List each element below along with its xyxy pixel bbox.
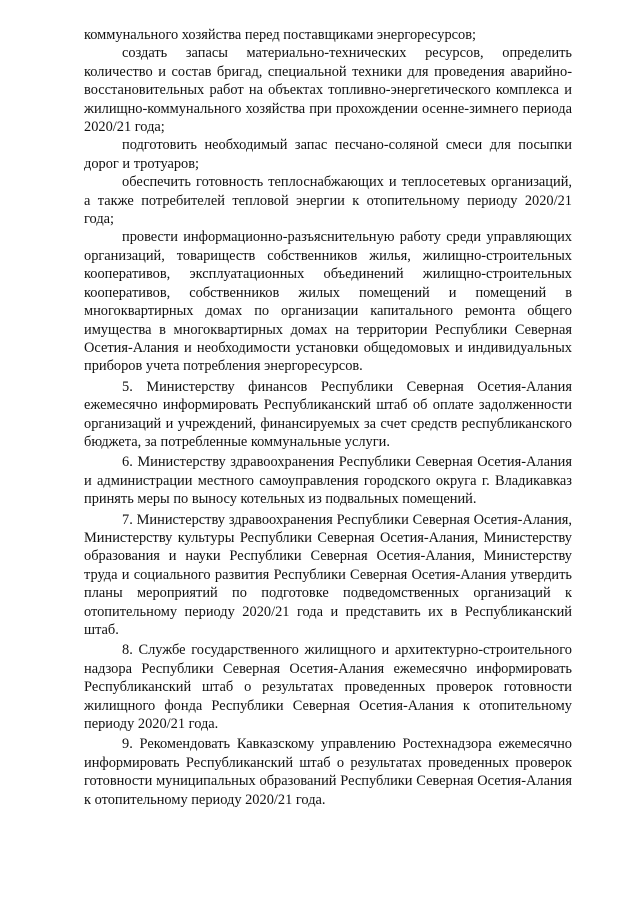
document-page [84,26,572,809]
paragraph-heat-readiness: обеспечить готовность теплоснабжающих и теплосетевых организаций, а также потребителей тепловой энергии к отопительному периоду 2020/21 года; [84,174,572,228]
paragraph-continuation: коммунального хозяйства перед поставщиками энергоресурсов; [84,27,477,43]
paragraph-item-9: 9. Рекомендовать Кавказскому управлению Ростехнадзора ежемесячно информировать Республиканский штаб о результатах проведенных проверок готовности муниципальных образований Республики Северная Осетия-Алания к отопительному периоду 2020/21 года. [84,736,572,808]
paragraph-reserves: создать запасы материально-технических ресурсов, определить количество и состав бригад, специальной техники для проведения аварийно-восстановительных работ на объектах топливно-энергетического комплекса и жилищно-коммунального хозяйства при прохождении осенне-зимнего периода 2020/21 года; [84,45,572,136]
paragraph-item-8: 8. Службе государственного жилищного и архитектурно-строительного надзора Республики Северная Осетия-Алания ежемесячно информировать Республиканский штаб о результатах проведенных проверок готовности жилищного фонда Республики Северная Осетия-Алания к отопительному периоду 2020/21 года. [84,642,572,733]
paragraph-outreach: провести информационно-разъяснительную работу среди управляющих организаций, товариществ собственников жилья, жилищно-строительных кооперативов, эксплуатационных объединений жилищно-строительных кооперативов, собственников жилых помещений и помещений в многоквартирных домах по организации капитального ремонта общего имущества в многоквартирных домах на территории Республики Северная Осетия-Алания и необходимости установки общедомовых и индивидуальных приборов учета потребления энергоресурсов. [84,229,572,375]
paragraph-item-6: 6. Министерству здравоохранения Республики Северная Осетия-Алания и администрации местного самоуправления городского округа г. Владикавказ принять меры по выносу котельных из подвальных помещений. [84,454,572,508]
paragraph-item-5: 5. Министерству финансов Республики Северная Осетия-Алания ежемесячно информировать Республиканский штаб об оплате задолженности организаций и учреждений, финансируемых за счет средств республиканского бюджета, за потребленные коммунальные услуги. [84,378,572,450]
paragraph-sand-salt: подготовить необходимый запас песчано-соляной смеси для посыпки дорог и тротуаров; [84,137,572,172]
paragraph-item-7: 7. Министерству здравоохранения Республики Северная Осетия-Алания, Министерству культуры Республики Северная Осетия-Алания, Министерству образования и науки Республики Северная Осетия-Алания, Министерству труда и социального развития Республики Северная Осетия-Алания утвердить планы мероприятий по подготовке подведомственных организаций к отопительному периоду 2020/21 года и представить их в Республиканский штаб. [84,511,572,638]
